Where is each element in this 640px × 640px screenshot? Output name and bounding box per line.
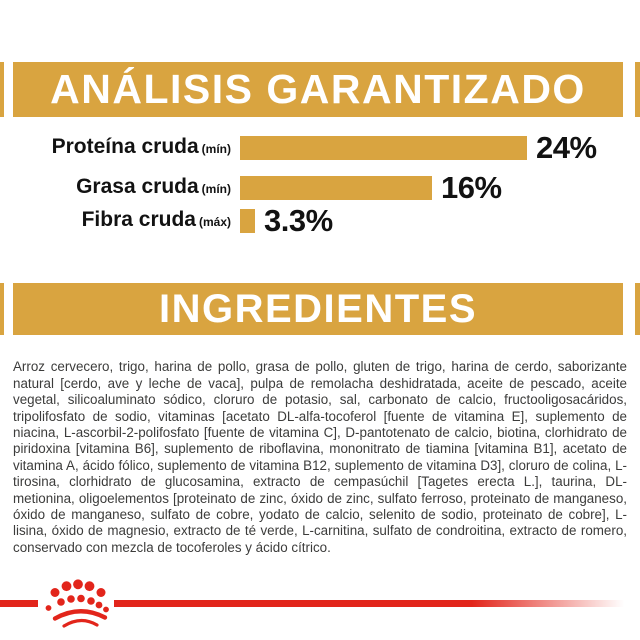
category-qualifier: (mín) — [201, 182, 231, 196]
banner-edge-sliver-left — [0, 62, 4, 117]
chart-row-label — [0, 134, 231, 162]
ingredients-text: Arroz cervecero, trigo, harina de pollo, grasa de pollo, gluten de trigo, harina de cerdo, saborizante natural [cerdo, ave y leche de vaca], pulpa de remolacha deshidratada, aceite de pescado, aceite vegetal, silicoaluminato sódico, cloruro de potasio, sal, carbonato de calcio, fructooligosacáridos, tripolifosfato de sodio, vitaminas [acetato DL-alfa-tocoferol [fuente de vitamina E], suplemento de niacina, L-ascorbil-2-polifosfato [fuente de vitamina C], D-pantotenato de calcio, biotina, clorhidrato de piridoxina [vitamina B6], suplemento de riboflavina, mononitrato de tiamina [vitamina B1], acetato de vitamina A, ácido fólico, suplemento de vitamina B12, suplemento de vitamina D3], cloruro de colina, L-tirosina, clorhidrato de glucosamina, extracto de cempasúchil [Tagetes erecta L.], taurina, DL-metionina, oligoelementos [proteinato de zinc, óxido de zinc, sulfato ferroso, proteinato de manganeso, óxido de manganeso, sulfato de cobre, yodato de calcio, selenito de sodio, proteinato de cobre], L-lisina, óxido de magnesio, extracto de té verde, L-carnitina, sulfato de condroitina, extracto de romero, conservado con mezcla de tocoferoles y ácido cítrico. — [13, 359, 627, 555]
chart-row-fiber — [0, 203, 333, 238]
chart-row-label — [0, 207, 231, 235]
bar-fiber — [240, 209, 255, 233]
banner-edge-sliver-left — [0, 283, 4, 335]
chart-row-label — [0, 174, 231, 202]
chart-row-protein — [0, 130, 597, 165]
category-label: Proteína cruda — [51, 135, 199, 158]
bar-value: 3.3% — [264, 203, 333, 238]
bar-protein — [240, 136, 527, 160]
bar-fat — [240, 176, 432, 200]
analysis-banner — [13, 62, 623, 117]
category-label: Fibra cruda — [81, 208, 196, 231]
red-rule-right-fading — [114, 600, 640, 607]
category-label: Grasa cruda — [76, 175, 199, 198]
analysis-title: ANÁLISIS GARANTIZADO — [50, 66, 586, 112]
royal-canin-crown-paw-logo-icon — [35, 577, 113, 640]
banner-edge-sliver-right — [635, 283, 640, 335]
category-qualifier: (mín) — [201, 142, 231, 156]
bar-value: 24% — [536, 130, 597, 165]
banner-edge-sliver-right — [635, 62, 640, 117]
bar-value: 16% — [441, 170, 502, 205]
chart-row-fat — [0, 170, 502, 205]
ingredients-title: INGREDIENTES — [158, 286, 478, 331]
category-qualifier: (máx) — [198, 215, 231, 229]
red-rule-left — [0, 600, 38, 607]
ingredients-banner — [13, 283, 623, 335]
